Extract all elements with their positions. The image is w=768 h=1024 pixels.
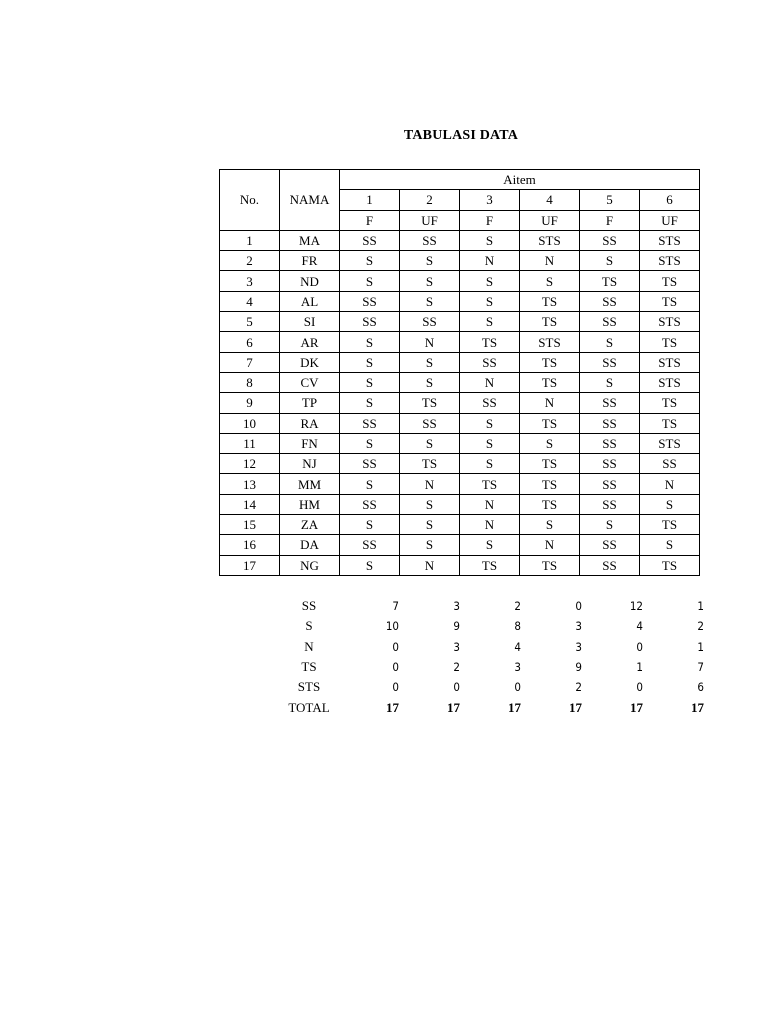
row-response: N bbox=[400, 555, 460, 575]
row-nama: RA bbox=[280, 413, 340, 433]
summary-count: 1 bbox=[697, 599, 704, 614]
header-type: F bbox=[460, 210, 520, 230]
summary-label: TOTAL bbox=[288, 699, 330, 715]
table-row bbox=[220, 515, 700, 535]
summary-count: 9 bbox=[575, 660, 582, 675]
header-item: 4 bbox=[520, 190, 580, 210]
row-response: TS bbox=[520, 291, 580, 311]
row-response: SS bbox=[340, 291, 400, 311]
row-response: TS bbox=[520, 494, 580, 514]
row-response: SS bbox=[580, 352, 640, 372]
row-nama: DK bbox=[280, 352, 340, 372]
row-response: TS bbox=[520, 454, 580, 474]
row-response: S bbox=[400, 291, 460, 311]
row-response: S bbox=[340, 474, 400, 494]
summary-row bbox=[279, 596, 705, 616]
row-nama: NJ bbox=[280, 454, 340, 474]
header-type: UF bbox=[640, 210, 700, 230]
row-nama: MM bbox=[280, 474, 340, 494]
summary-count: 7 bbox=[697, 660, 704, 675]
row-response: SS bbox=[400, 312, 460, 332]
table-row bbox=[220, 454, 700, 474]
row-response: TS bbox=[640, 413, 700, 433]
header-item: 6 bbox=[640, 190, 700, 210]
row-response: SS bbox=[340, 312, 400, 332]
row-no: 10 bbox=[220, 413, 280, 433]
row-response: S bbox=[460, 413, 520, 433]
row-response: S bbox=[520, 515, 580, 535]
header-nama: NAMA bbox=[280, 170, 340, 231]
summary-count: 2 bbox=[575, 680, 582, 695]
summary-count: 0 bbox=[392, 660, 399, 675]
row-response: SS bbox=[580, 433, 640, 453]
row-response: S bbox=[520, 271, 580, 291]
row-response: S bbox=[460, 433, 520, 453]
row-response: TS bbox=[520, 372, 580, 392]
row-response: TS bbox=[640, 555, 700, 575]
header-no: No. bbox=[220, 170, 280, 231]
summary-label: S bbox=[305, 618, 313, 634]
row-response: STS bbox=[640, 352, 700, 372]
row-response: TS bbox=[400, 454, 460, 474]
summary-count: 2 bbox=[697, 619, 704, 634]
row-response: SS bbox=[580, 413, 640, 433]
row-response: TS bbox=[520, 474, 580, 494]
summary-count: 0 bbox=[392, 639, 399, 654]
row-response: TS bbox=[460, 332, 520, 352]
row-response: S bbox=[580, 251, 640, 271]
row-no: 12 bbox=[220, 454, 280, 474]
summary-label: N bbox=[304, 638, 314, 654]
header-type: F bbox=[340, 210, 400, 230]
row-response: N bbox=[640, 474, 700, 494]
row-response: STS bbox=[640, 251, 700, 271]
summary-label: SS bbox=[301, 598, 317, 614]
row-response: N bbox=[460, 251, 520, 271]
summary-count: 12 bbox=[629, 599, 643, 614]
summary-count: 17 bbox=[508, 699, 521, 715]
table-row bbox=[220, 433, 700, 453]
summary-count: 0 bbox=[392, 680, 399, 695]
summary-count: 0 bbox=[636, 639, 643, 654]
row-response: S bbox=[640, 494, 700, 514]
row-response: SS bbox=[340, 454, 400, 474]
summary-count: 0 bbox=[453, 680, 460, 695]
row-response: TS bbox=[640, 393, 700, 413]
summary-count: 4 bbox=[636, 619, 643, 634]
table-row bbox=[220, 555, 700, 575]
row-response: SS bbox=[580, 555, 640, 575]
row-no: 17 bbox=[220, 555, 280, 575]
summary-count: 7 bbox=[392, 599, 399, 614]
row-nama: SI bbox=[280, 312, 340, 332]
summary-count: 0 bbox=[636, 680, 643, 695]
summary-count: 17 bbox=[691, 699, 704, 715]
summary-count: 4 bbox=[514, 639, 521, 654]
row-response: N bbox=[460, 515, 520, 535]
summary-count: 17 bbox=[569, 699, 582, 715]
row-response: N bbox=[460, 494, 520, 514]
table-row bbox=[220, 535, 700, 555]
row-response: S bbox=[340, 515, 400, 535]
summary-count: 17 bbox=[447, 699, 460, 715]
summary-count: 6 bbox=[697, 680, 704, 695]
row-response: STS bbox=[520, 332, 580, 352]
row-response: TS bbox=[520, 555, 580, 575]
row-no: 2 bbox=[220, 251, 280, 271]
row-response: S bbox=[400, 535, 460, 555]
row-response: S bbox=[460, 230, 520, 250]
summary-label: STS bbox=[297, 679, 321, 695]
row-response: SS bbox=[340, 535, 400, 555]
row-response: S bbox=[460, 312, 520, 332]
row-no: 15 bbox=[220, 515, 280, 535]
row-no: 14 bbox=[220, 494, 280, 514]
table-row bbox=[220, 474, 700, 494]
row-response: SS bbox=[400, 230, 460, 250]
summary-row bbox=[279, 657, 705, 677]
row-response: S bbox=[400, 494, 460, 514]
row-nama: ND bbox=[280, 271, 340, 291]
row-response: STS bbox=[520, 230, 580, 250]
row-no: 4 bbox=[220, 291, 280, 311]
row-response: TS bbox=[520, 413, 580, 433]
row-response: SS bbox=[640, 454, 700, 474]
row-response: N bbox=[400, 332, 460, 352]
row-response: SS bbox=[580, 454, 640, 474]
row-no: 16 bbox=[220, 535, 280, 555]
row-nama: AL bbox=[280, 291, 340, 311]
row-response: TS bbox=[640, 291, 700, 311]
summary-count: 8 bbox=[514, 619, 521, 634]
row-response: SS bbox=[340, 230, 400, 250]
row-response: S bbox=[340, 433, 400, 453]
table-row bbox=[220, 271, 700, 291]
header-item: 2 bbox=[400, 190, 460, 210]
row-no: 9 bbox=[220, 393, 280, 413]
row-response: SS bbox=[460, 393, 520, 413]
row-response: N bbox=[520, 393, 580, 413]
header-type: UF bbox=[520, 210, 580, 230]
summary-count: 3 bbox=[453, 639, 460, 654]
summary-row bbox=[279, 677, 705, 697]
row-response: S bbox=[460, 535, 520, 555]
row-response: S bbox=[340, 393, 400, 413]
row-nama: FR bbox=[280, 251, 340, 271]
summary-count: 0 bbox=[575, 599, 582, 614]
row-response: S bbox=[640, 535, 700, 555]
row-response: S bbox=[400, 515, 460, 535]
row-response: STS bbox=[640, 433, 700, 453]
row-no: 1 bbox=[220, 230, 280, 250]
row-response: SS bbox=[340, 494, 400, 514]
row-response: S bbox=[400, 251, 460, 271]
summary-count: 0 bbox=[514, 680, 521, 695]
row-nama: FN bbox=[280, 433, 340, 453]
row-response: N bbox=[520, 251, 580, 271]
row-response: S bbox=[340, 555, 400, 575]
row-response: STS bbox=[640, 372, 700, 392]
row-response: S bbox=[400, 372, 460, 392]
row-response: SS bbox=[580, 474, 640, 494]
row-response: S bbox=[580, 372, 640, 392]
row-response: SS bbox=[580, 291, 640, 311]
header-aitem: Aitem bbox=[340, 170, 700, 190]
row-no: 6 bbox=[220, 332, 280, 352]
row-response: TS bbox=[520, 352, 580, 372]
summary-count: 3 bbox=[575, 619, 582, 634]
row-response: S bbox=[340, 332, 400, 352]
header-item: 3 bbox=[460, 190, 520, 210]
header-item: 5 bbox=[580, 190, 640, 210]
header-type: F bbox=[580, 210, 640, 230]
table-row bbox=[220, 332, 700, 352]
row-response: TS bbox=[580, 271, 640, 291]
row-no: 3 bbox=[220, 271, 280, 291]
row-response: S bbox=[340, 352, 400, 372]
row-response: S bbox=[460, 454, 520, 474]
summary-count: 2 bbox=[514, 599, 521, 614]
summary-count: 2 bbox=[453, 660, 460, 675]
row-response: SS bbox=[580, 393, 640, 413]
row-response: TS bbox=[640, 332, 700, 352]
row-response: TS bbox=[640, 515, 700, 535]
table-row bbox=[220, 393, 700, 413]
row-no: 7 bbox=[220, 352, 280, 372]
summary-count: 9 bbox=[453, 619, 460, 634]
row-response: TS bbox=[460, 474, 520, 494]
data-table bbox=[219, 169, 700, 576]
row-response: STS bbox=[640, 312, 700, 332]
row-nama: CV bbox=[280, 372, 340, 392]
summary-count: 17 bbox=[386, 699, 399, 715]
row-no: 11 bbox=[220, 433, 280, 453]
table-row bbox=[220, 352, 700, 372]
summary-row bbox=[279, 697, 705, 717]
header-item: 1 bbox=[340, 190, 400, 210]
summary-row bbox=[279, 637, 705, 657]
summary-label: TS bbox=[301, 659, 317, 675]
row-response: N bbox=[520, 535, 580, 555]
row-nama: ZA bbox=[280, 515, 340, 535]
header-row bbox=[220, 170, 700, 190]
row-nama: NG bbox=[280, 555, 340, 575]
row-nama: MA bbox=[280, 230, 340, 250]
table-row bbox=[220, 251, 700, 271]
row-response: N bbox=[400, 474, 460, 494]
row-response: TS bbox=[460, 555, 520, 575]
row-response: S bbox=[400, 352, 460, 372]
row-response: S bbox=[580, 515, 640, 535]
row-nama: DA bbox=[280, 535, 340, 555]
table-row bbox=[220, 312, 700, 332]
summary-count: 3 bbox=[575, 639, 582, 654]
row-response: S bbox=[400, 271, 460, 291]
summary-count: 17 bbox=[630, 699, 643, 715]
row-response: TS bbox=[640, 271, 700, 291]
summary-table bbox=[279, 596, 705, 718]
row-response: S bbox=[340, 372, 400, 392]
row-response: S bbox=[460, 291, 520, 311]
summary-count: 1 bbox=[697, 639, 704, 654]
row-response: SS bbox=[580, 312, 640, 332]
table-row bbox=[220, 413, 700, 433]
row-response: SS bbox=[580, 230, 640, 250]
row-response: S bbox=[520, 433, 580, 453]
header-type: UF bbox=[400, 210, 460, 230]
row-response: S bbox=[400, 433, 460, 453]
summary-count: 10 bbox=[385, 619, 399, 634]
table-row bbox=[220, 291, 700, 311]
row-nama: TP bbox=[280, 393, 340, 413]
row-nama: AR bbox=[280, 332, 340, 352]
summary-count: 1 bbox=[636, 660, 643, 675]
row-response: TS bbox=[520, 312, 580, 332]
row-response: S bbox=[340, 251, 400, 271]
row-response: SS bbox=[340, 413, 400, 433]
row-no: 13 bbox=[220, 474, 280, 494]
row-response: S bbox=[460, 271, 520, 291]
row-response: S bbox=[580, 332, 640, 352]
table-row bbox=[220, 230, 700, 250]
row-response: SS bbox=[580, 535, 640, 555]
table-row bbox=[220, 372, 700, 392]
row-response: SS bbox=[460, 352, 520, 372]
summary-row bbox=[279, 616, 705, 636]
table-row bbox=[220, 494, 700, 514]
row-response: STS bbox=[640, 230, 700, 250]
row-no: 5 bbox=[220, 312, 280, 332]
row-nama: HM bbox=[280, 494, 340, 514]
page-title: TABULASI DATA bbox=[403, 128, 519, 143]
summary-count: 3 bbox=[453, 599, 460, 614]
row-response: TS bbox=[400, 393, 460, 413]
row-no: 8 bbox=[220, 372, 280, 392]
row-response: S bbox=[340, 271, 400, 291]
row-response: SS bbox=[400, 413, 460, 433]
summary-count: 3 bbox=[514, 660, 521, 675]
row-response: SS bbox=[580, 494, 640, 514]
row-response: N bbox=[460, 372, 520, 392]
